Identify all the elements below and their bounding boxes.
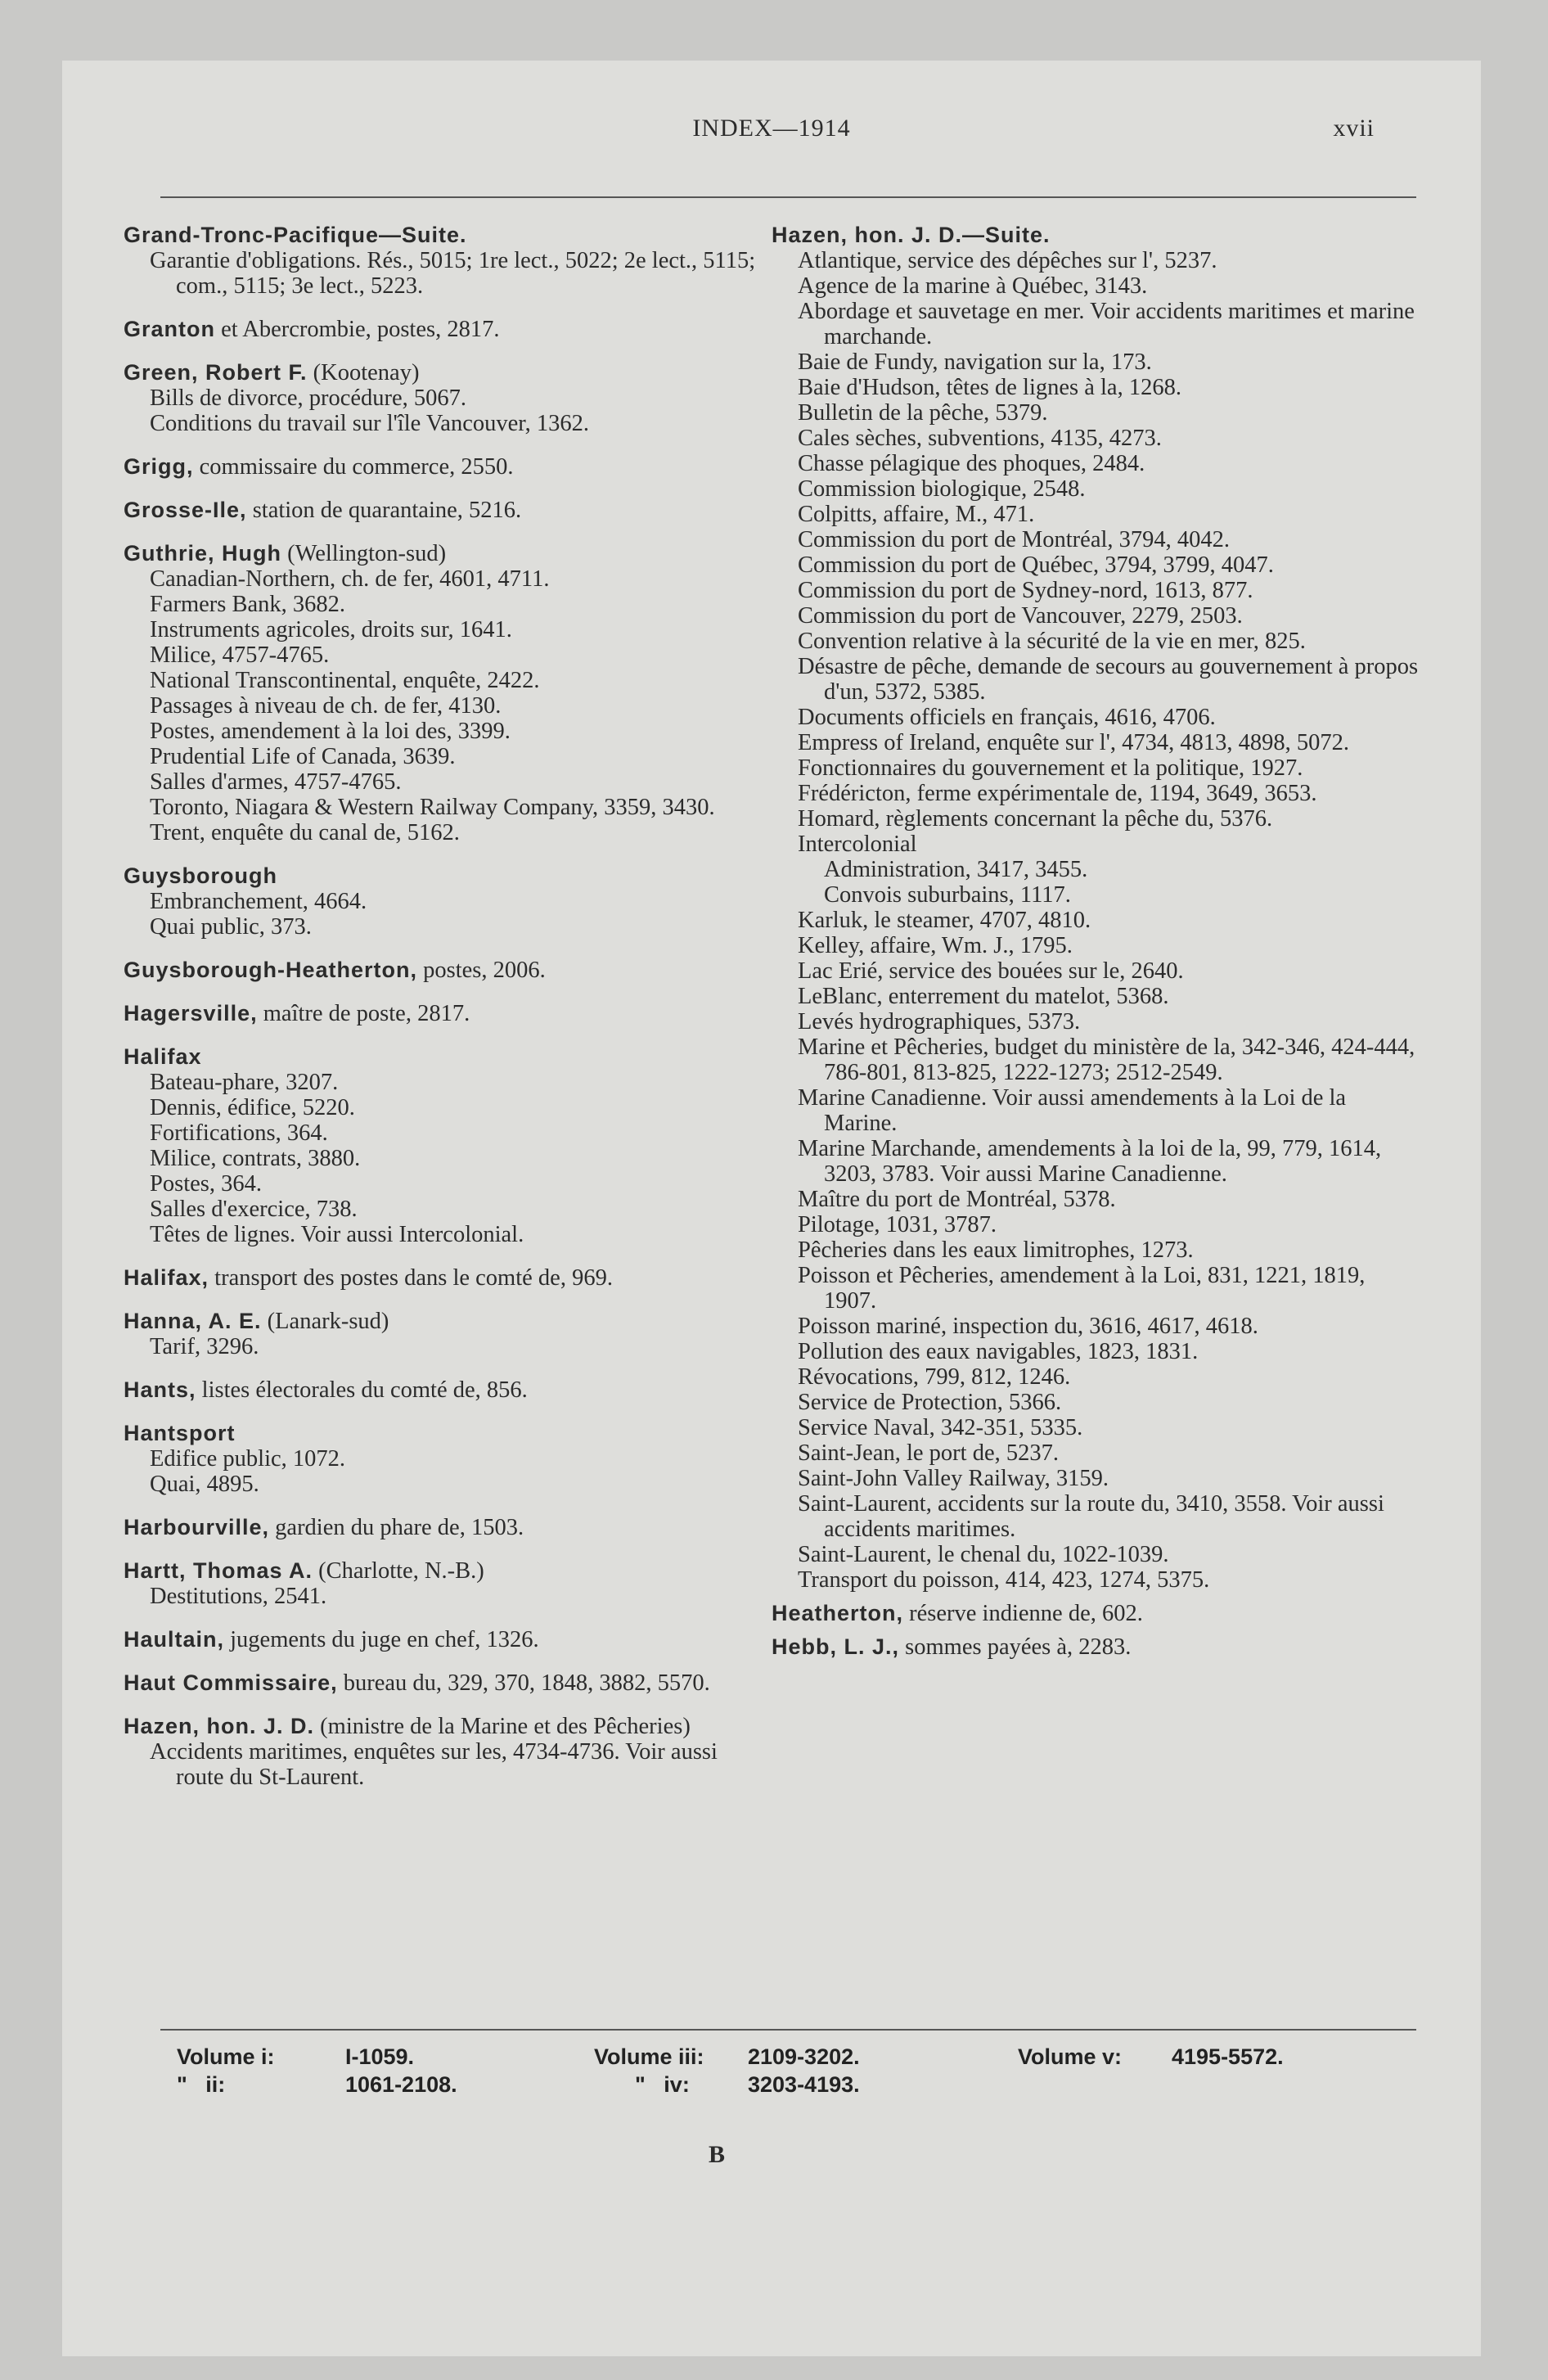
entry-subline: Pilotage, 1031, 3787. <box>798 1212 997 1237</box>
entry-subline: Bateau-phare, 3207. <box>150 1070 339 1095</box>
entry-heading: Green, Robert F. <box>124 360 308 385</box>
footer-rule <box>160 2029 1416 2031</box>
entry-subline: Levés hydrographiques, 5373. <box>798 1009 1081 1034</box>
entry-heading: Guysborough <box>124 863 277 888</box>
entry-heading-line <box>124 1627 758 1652</box>
entry-subline: Tarif, 3296. <box>150 1334 259 1359</box>
entry-heading-line <box>124 1377 758 1403</box>
entry-subline: Saint-Jean, le port de, 5237. <box>798 1440 1059 1466</box>
index-entry <box>124 1265 758 1291</box>
entry-subline: Quai public, 373. <box>150 914 312 940</box>
entry-heading: Guysborough-Heatherton, <box>124 958 417 982</box>
entry-subline: Pêcheries dans les eaux limitrophes, 1273. <box>798 1237 1194 1263</box>
entry-subline: Colpitts, affaire, M., 471. <box>798 502 1035 527</box>
entry-heading-detail: bureau du, 329, 370, 1848, 3882, 5570. <box>337 1670 710 1696</box>
entry-subline: Commission du port de Montréal, 3794, 4042. <box>798 527 1231 552</box>
entry-heading-line <box>124 1421 758 1446</box>
entry-heading-line <box>124 1714 758 1739</box>
entry-subline: Documents officiels en français, 4616, 4706. <box>798 705 1216 730</box>
entry-heading-line <box>124 863 758 889</box>
entry-heading: Hagersville, <box>124 1001 258 1025</box>
entry-heading: Heatherton, <box>772 1601 904 1625</box>
entry-subline: Baie de Fundy, navigation sur la, 173. <box>798 349 1152 375</box>
vol5-label: Volume v: <box>1018 2044 1123 2069</box>
entry-heading-detail: (Lanark-sud) <box>261 1309 389 1334</box>
entry-subline: Canadian-Northern, ch. de fer, 4601, 4711. <box>150 566 550 592</box>
entry-subline: Frédéricton, ferme expérimentale de, 1194, 3649, 3653. <box>798 781 1317 806</box>
entry-heading-line <box>772 223 1423 248</box>
entry-subline: Milice, contrats, 3880. <box>150 1146 361 1171</box>
index-entry <box>772 1601 1423 1626</box>
entry-subline: Salles d'armes, 4757-4765. <box>150 769 402 795</box>
entry-subline: Salles d'exercice, 738. <box>150 1197 358 1222</box>
index-entry <box>124 1309 758 1359</box>
entry-subline: Désastre de pêche, demande de secours au gouvernement à propos d'un, 5372, 5385. <box>798 654 1419 705</box>
entry-heading-line <box>124 1044 758 1070</box>
index-entry <box>124 1377 758 1403</box>
index-entry <box>124 1421 758 1497</box>
entry-subline: Chasse pélagique des phoques, 2484. <box>798 451 1145 476</box>
index-entry <box>772 1634 1423 1660</box>
entry-subline: Convention relative à la sécurité de la vie en mer, 825. <box>798 629 1306 654</box>
entry-heading-line <box>124 223 758 248</box>
index-entry <box>124 317 758 342</box>
entry-heading-line <box>124 360 758 385</box>
entry-heading-line <box>124 1309 758 1334</box>
entry-heading: Hazen, hon. J. D.—Suite. <box>772 223 1051 247</box>
index-entry <box>124 1558 758 1609</box>
index-entry <box>124 1515 758 1540</box>
entry-subline: Maître du port de Montréal, 5378. <box>798 1187 1116 1212</box>
index-entry <box>124 454 758 480</box>
index-entry <box>124 958 758 983</box>
entry-subline: Garantie d'obligations. Rés., 5015; 1re lect., 5022; 2e lect., 5115; com., 5115; 3e lect., 5223. <box>150 248 756 299</box>
entry-subline: Embranchement, 4664. <box>150 889 367 914</box>
vol1-range: I-1059. <box>345 2044 415 2069</box>
index-entry <box>124 360 758 436</box>
entry-subline: Administration, 3417, 3455. <box>824 857 1088 882</box>
entry-subline: Service Naval, 342-351, 5335. <box>798 1415 1083 1440</box>
index-entry <box>124 223 758 299</box>
entry-subline: Empress of Ireland, enquête sur l', 4734, 4813, 4898, 5072. <box>798 730 1349 755</box>
entry-heading: Hants, <box>124 1377 196 1402</box>
index-entry <box>124 1001 758 1026</box>
entry-subline: Transport du poisson, 414, 423, 1274, 5375. <box>798 1567 1210 1593</box>
vol3-label: Volume iii: <box>594 2044 704 2069</box>
right-column <box>772 223 1423 1668</box>
entry-heading-detail: station de quarantaine, 5216. <box>246 498 522 523</box>
entry-subline: Postes, 364. <box>150 1171 262 1197</box>
entry-subline: Homard, règlements concernant la pêche du, 5376. <box>798 806 1273 832</box>
entry-heading-line <box>124 958 758 983</box>
header-title: INDEX—1914 <box>692 115 851 142</box>
index-entry <box>124 863 758 940</box>
entry-subline: Karluk, le steamer, 4707, 4810. <box>798 908 1091 933</box>
entry-heading-detail: (Wellington-sud) <box>281 541 447 566</box>
entry-heading: Hanna, A. E. <box>124 1309 262 1333</box>
vol5-range: 4195-5572. <box>1172 2044 1284 2069</box>
entry-heading-detail: réserve indienne de, 602. <box>903 1601 1143 1626</box>
running-header <box>62 115 1481 151</box>
entry-heading-detail: (Kootenay) <box>307 360 420 385</box>
entry-subline: National Transcontinental, enquête, 2422. <box>150 668 540 693</box>
entry-subline: Quai, 4895. <box>150 1472 259 1497</box>
entry-subline: Commission du port de Québec, 3794, 3799, 4047. <box>798 552 1274 578</box>
entry-subline: Saint-Laurent, accidents sur la route du, 3410, 3558. Voir aussi accidents maritimes. <box>798 1491 1384 1542</box>
entry-subline: Têtes de lignes. Voir aussi Intercolonial. <box>150 1222 524 1247</box>
index-entry <box>124 498 758 523</box>
entry-subline: Commission biologique, 2548. <box>798 476 1086 502</box>
entry-heading-detail: et Abercrombie, postes, 2817. <box>215 317 500 342</box>
index-entry <box>124 1044 758 1247</box>
entry-heading: Hazen, hon. J. D. <box>124 1714 315 1738</box>
entry-subline: Bulletin de la pêche, 5379. <box>798 400 1048 426</box>
entry-subline: Baie d'Hudson, têtes de lignes à la, 1268. <box>798 375 1181 400</box>
entry-subline: Marine et Pêcheries, budget du ministère de la, 342-346, 424-444, 786-801, 813-825, 1222-1273; 2512-2549. <box>798 1034 1415 1085</box>
entry-subline: Destitutions, 2541. <box>150 1584 327 1609</box>
entry-subline: Pollution des eaux navigables, 1823, 1831. <box>798 1339 1199 1364</box>
entry-subline: Instruments agricoles, droits sur, 1641. <box>150 617 512 642</box>
entry-heading-line <box>124 1515 758 1540</box>
entry-subline: Poisson mariné, inspection du, 3616, 4617, 4618. <box>798 1314 1258 1339</box>
entry-subline: Marine Marchande, amendements à la loi de la, 99, 779, 1614, 3203, 3783. Voir aussi Marine Canadienne. <box>798 1136 1382 1187</box>
entry-subline: Milice, 4757-4765. <box>150 642 330 668</box>
entry-heading: Halifax <box>124 1044 202 1069</box>
entry-subline: Toronto, Niagara & Western Railway Company, 3359, 3430. <box>150 795 715 820</box>
entry-subline: Farmers Bank, 3682. <box>150 592 346 617</box>
entry-subline: Agence de la marine à Québec, 3143. <box>798 273 1148 299</box>
entry-heading-detail: (ministre de la Marine et des Pêcheries) <box>314 1714 691 1739</box>
entry-subline: Prudential Life of Canada, 3639. <box>150 744 456 769</box>
entry-heading-detail: commissaire du commerce, 2550. <box>193 454 514 480</box>
entry-heading: Grosse-Ile, <box>124 498 247 522</box>
signature-mark: B <box>709 2141 726 2168</box>
entry-heading: Hantsport <box>124 1421 236 1445</box>
entry-heading-detail: sommes payées à, 2283. <box>899 1634 1132 1660</box>
entry-subline: Bills de divorce, procédure, 5067. <box>150 385 467 411</box>
entry-heading-line <box>124 498 758 523</box>
entry-subline: Edifice public, 1072. <box>150 1446 346 1472</box>
entry-subline: Fortifications, 364. <box>150 1120 328 1146</box>
entry-subline: Commission du port de Vancouver, 2279, 2503. <box>798 603 1243 629</box>
entry-subline: Service de Protection, 5366. <box>798 1390 1062 1415</box>
entry-heading-line <box>124 317 758 342</box>
vol2-label: " ii: <box>177 2072 226 2097</box>
entry-heading-detail: gardien du phare de, 1503. <box>269 1515 524 1540</box>
entry-heading-line <box>124 541 758 566</box>
entry-heading-line <box>772 1634 1423 1660</box>
page-number: xvii <box>1333 115 1375 142</box>
vol3-range: 2109-3202. <box>748 2044 860 2069</box>
entry-subline: Kelley, affaire, Wm. J., 1795. <box>798 933 1073 958</box>
entry-subline: Fonctionnaires du gouvernement et la politique, 1927. <box>798 755 1303 781</box>
entry-subline: Lac Erié, service des bouées sur le, 2640. <box>798 958 1184 984</box>
entry-subline: Saint-John Valley Railway, 3159. <box>798 1466 1109 1491</box>
entry-heading-detail: postes, 2006. <box>417 958 546 983</box>
entry-heading-line <box>772 1601 1423 1626</box>
header-rule <box>160 196 1416 198</box>
entry-heading: Grand-Tronc-Pacifique—Suite. <box>124 223 467 247</box>
entry-heading: Guthrie, Hugh <box>124 541 281 566</box>
entry-heading: Hartt, Thomas A. <box>124 1558 313 1583</box>
entry-subline: Saint-Laurent, le chenal du, 1022-1039. <box>798 1542 1169 1567</box>
entry-heading: Grigg, <box>124 454 194 479</box>
index-entry <box>124 1670 758 1696</box>
entry-heading-line <box>124 1001 758 1026</box>
entry-subline: Conditions du travail sur l'île Vancouver, 1362. <box>150 411 589 436</box>
entry-subline: LeBlanc, enterrement du matelot, 5368. <box>798 984 1169 1009</box>
entry-heading-detail: transport des postes dans le comté de, 969. <box>209 1265 613 1291</box>
entry-heading: Granton <box>124 317 215 341</box>
entry-subline: Cales sèches, subventions, 4135, 4273. <box>798 426 1162 451</box>
entry-subline: Poisson et Pêcheries, amendement à la Loi, 831, 1221, 1819, 1907. <box>798 1263 1366 1314</box>
left-column <box>124 223 758 1808</box>
entry-heading-line <box>124 1265 758 1291</box>
entry-subline: Postes, amendement à la loi des, 3399. <box>150 719 511 744</box>
index-entry <box>772 223 1423 1593</box>
entry-subline: Convois suburbains, 1117. <box>824 882 1071 908</box>
entry-heading-detail: jugements du juge en chef, 1326. <box>224 1627 539 1652</box>
index-page <box>62 61 1481 2356</box>
entry-heading: Halifax, <box>124 1265 209 1290</box>
entry-heading: Hebb, L. J., <box>772 1634 900 1659</box>
entry-subline: Commission du port de Sydney-nord, 1613, 877. <box>798 578 1253 603</box>
entry-heading: Harbourville, <box>124 1515 270 1539</box>
vol2-range: 1061-2108. <box>345 2072 457 2097</box>
vol4-label: " iv: <box>635 2072 690 2097</box>
entry-heading-line <box>124 1558 758 1584</box>
entry-subline: Révocations, 799, 812, 1246. <box>798 1364 1071 1390</box>
entry-subline: Atlantique, service des dépêches sur l', 5237. <box>798 248 1217 273</box>
index-entry <box>124 1714 758 1790</box>
entry-subline: Abordage et sauvetage en mer. Voir accidents maritimes et marine marchande. <box>798 299 1415 349</box>
entry-heading-detail: maître de poste, 2817. <box>257 1001 470 1026</box>
entry-heading-line <box>124 454 758 480</box>
index-entry <box>124 541 758 845</box>
entry-heading-detail: listes électorales du comté de, 856. <box>196 1377 528 1403</box>
entry-heading-line <box>124 1670 758 1696</box>
entry-subline: Accidents maritimes, enquêtes sur les, 4734-4736. Voir aussi route du St-Laurent. <box>150 1739 718 1790</box>
entry-heading: Haultain, <box>124 1627 225 1652</box>
entry-subline: Intercolonial <box>798 832 917 857</box>
vol4-range: 3203-4193. <box>748 2072 860 2097</box>
entry-heading: Haut Commissaire, <box>124 1670 338 1695</box>
entry-subline: Dennis, édifice, 5220. <box>150 1095 355 1120</box>
index-entry <box>124 1627 758 1652</box>
vol1-label: Volume i: <box>177 2044 275 2069</box>
entry-subline: Trent, enquête du canal de, 5162. <box>150 820 460 845</box>
entry-subline: Passages à niveau de ch. de fer, 4130. <box>150 693 502 719</box>
entry-heading-detail: (Charlotte, N.-B.) <box>313 1558 484 1584</box>
entry-subline: Marine Canadienne. Voir aussi amendements à la Loi de la Marine. <box>798 1085 1347 1136</box>
